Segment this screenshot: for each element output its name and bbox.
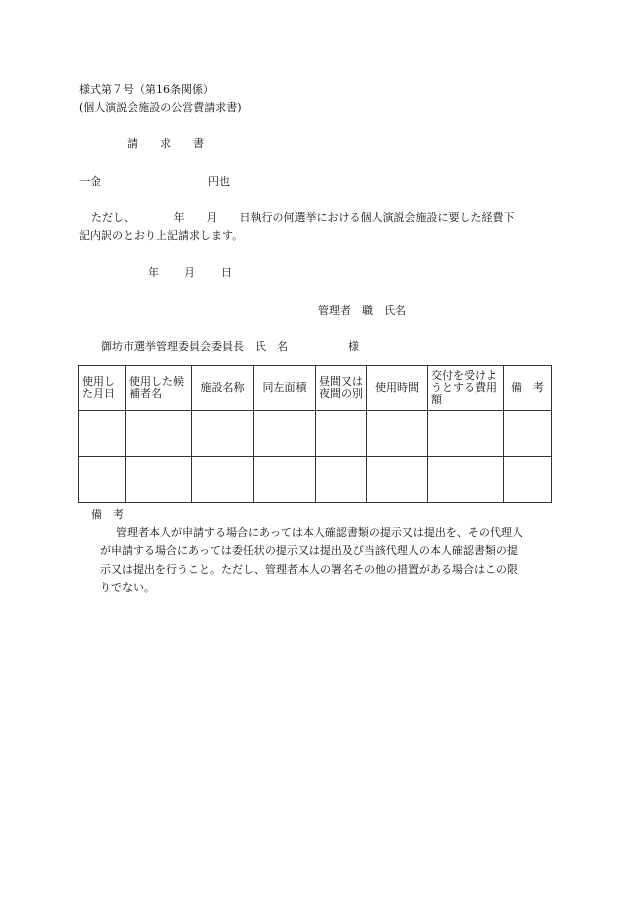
note-line-3: 示又は提出を行うこと。ただし、管理者本人の署名その他の措置がある場合はこの限: [100, 563, 518, 576]
table-cell[interactable]: [504, 411, 552, 457]
table-header-row: [79, 366, 552, 411]
note-line-1: 管理者本人が申請する場合にあっては本人確認書類の提示又は提出を、その代理人: [116, 526, 523, 539]
table-cell[interactable]: [316, 457, 367, 503]
date-day: 日: [221, 266, 232, 279]
notes-heading: 備 考: [91, 508, 124, 521]
header-requested-amount: 交付を受けようとする費用額: [428, 366, 504, 411]
table-cell[interactable]: [192, 411, 254, 457]
table-cell[interactable]: [428, 411, 504, 457]
form-subtitle: (個人演説会施設の公営費請求書): [79, 101, 242, 114]
applicant-label: 管理者 職 氏名: [318, 304, 406, 317]
table-cell[interactable]: [504, 457, 552, 503]
note-line-4: りでない。: [100, 581, 155, 594]
addressee: 御坊市選挙管理委員会委員長 氏 名: [101, 340, 288, 353]
table-cell[interactable]: [254, 411, 316, 457]
amount-prefix: 一金: [79, 175, 101, 188]
header-usage-time: 使用時間: [367, 366, 428, 411]
table-cell[interactable]: [316, 411, 367, 457]
honorific: 様: [348, 340, 359, 353]
table-cell[interactable]: [254, 457, 316, 503]
date-month: 月: [184, 266, 195, 279]
table-cell[interactable]: [367, 457, 428, 503]
amount-suffix: 円也: [208, 175, 230, 188]
table-cell[interactable]: [428, 457, 504, 503]
table-cell[interactable]: [192, 457, 254, 503]
date-year: 年: [148, 266, 159, 279]
table-row: [79, 457, 552, 503]
table-cell[interactable]: [79, 457, 126, 503]
expense-table: [78, 365, 552, 503]
table-cell[interactable]: [126, 411, 192, 457]
form-number: 様式第７号（第16条関係）: [79, 83, 214, 96]
header-area: 同左面積: [254, 366, 316, 411]
table-cell[interactable]: [126, 457, 192, 503]
table-cell[interactable]: [79, 411, 126, 457]
header-day-night: 昼間又は夜間の別: [316, 366, 367, 411]
table-row: [79, 411, 552, 457]
note-line-2: が申請する場合にあっては委任状の提示又は提出及び当該代理人の本人確認書類の提: [100, 544, 518, 557]
table-cell[interactable]: [367, 411, 428, 457]
document-title: 請 求 書: [127, 137, 204, 150]
body-text-line-1: ただし、 年 月 日執行の何選挙における個人演説会施設に要した経費下: [91, 211, 515, 224]
body-text-line-2: 記内訳のとおり上記請求します。: [79, 229, 244, 242]
header-facility-name: 施設名称: [192, 366, 254, 411]
header-candidate-name: 使用した候補者名: [126, 366, 192, 411]
header-remarks: 備 考: [504, 366, 552, 411]
header-usage-date: 使用した月日: [79, 366, 126, 411]
